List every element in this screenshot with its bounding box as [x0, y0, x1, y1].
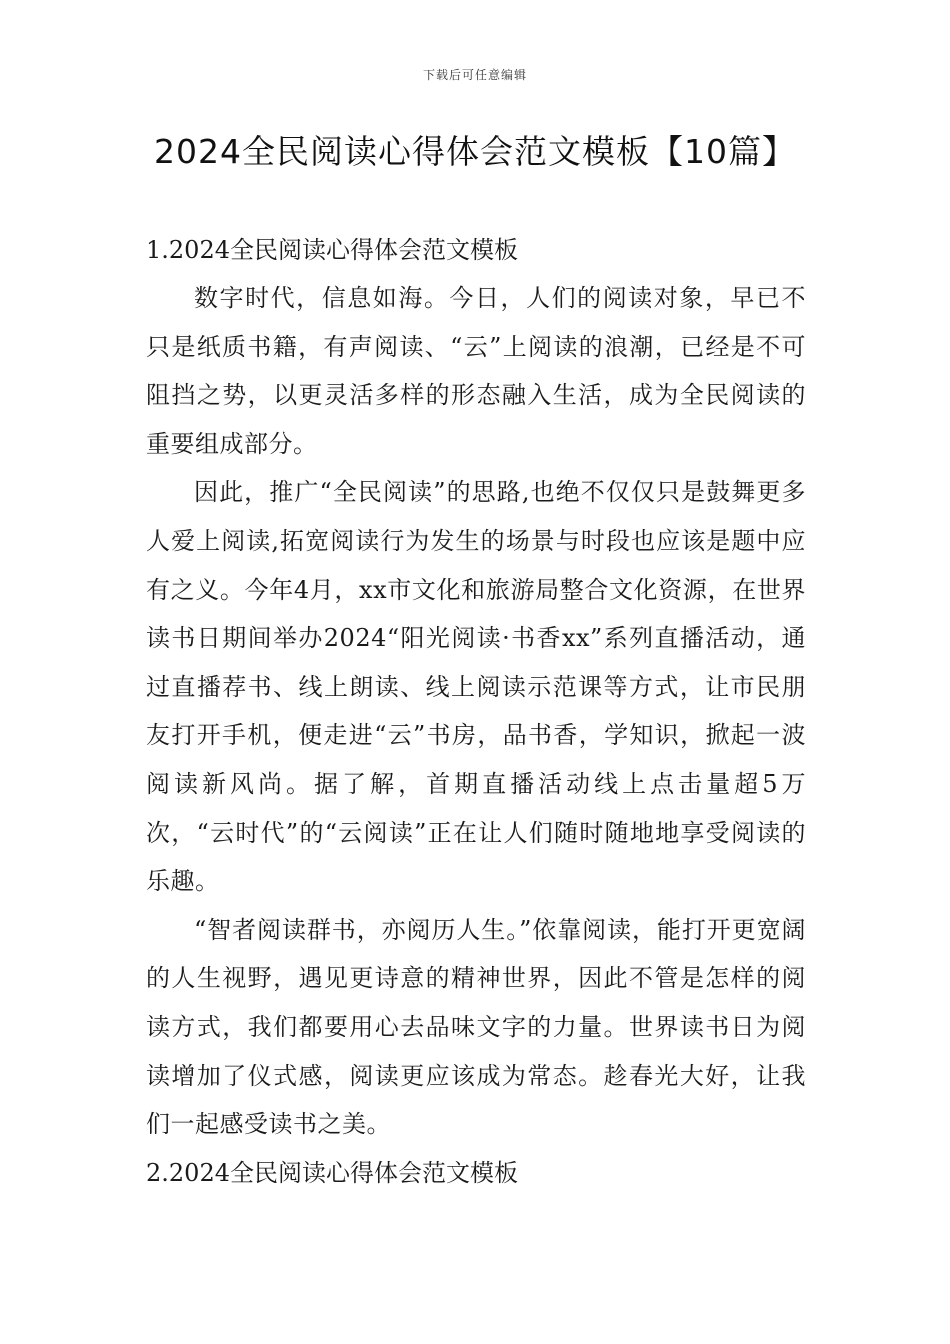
- section-heading-1: 1.2024全民阅读心得体会范文模板: [146, 236, 518, 264]
- section-heading-2: 2.2024全民阅读心得体会范文模板: [146, 1158, 518, 1187]
- header-note: 下载后可任意编辑: [422, 68, 527, 82]
- paragraph-1-3: “智者阅读群书，亦阅历人生。”依靠阅读，能打开更宽阔的人生视野，遇见更诗意的精神世界，因此不管是怎样的阅读方式，我们都要用心去品味文字的力量。世界读书日为阅读增加了仪式感，阅读更应该成为常态。趁春光大好，让我们一起感受读书之美。: [146, 915, 806, 1139]
- document-body: [146, 226, 806, 1197]
- paragraph-1-1: 数字时代，信息如海。今日，人们的阅读对象，早已不只是纸质书籍，有声阅读、“云”上阅读的浪潮，已经是不可阻挡之势，以更灵活多样的形态融入生活，成为全民阅读的重要组成部分。: [146, 284, 806, 458]
- document-title: 2024全民阅读心得体会范文模板【10篇】: [154, 132, 796, 171]
- paragraph-1-2: 因此，推广“全民阅读”的思路,也绝不仅仅只是鼓舞更多人爱上阅读,拓宽阅读行为发生的场景与时段也应该是题中应有之义。今年4月，xx市文化和旅游局整合文化资源，在世界读书日期间举办2024“阳光阅读·书香xx”系列直播活动，通过直播荐书、线上朗读、线上阅读示范课等方式，让市民朋友打开手机，便走进“云”书房，品书香，学知识，掀起一波阅读新风尚。据了解，首期直播活动线上点击量超5万次，“云时代”的“云阅读”正在让人们随时随地地享受阅读的乐趣。: [146, 478, 806, 896]
